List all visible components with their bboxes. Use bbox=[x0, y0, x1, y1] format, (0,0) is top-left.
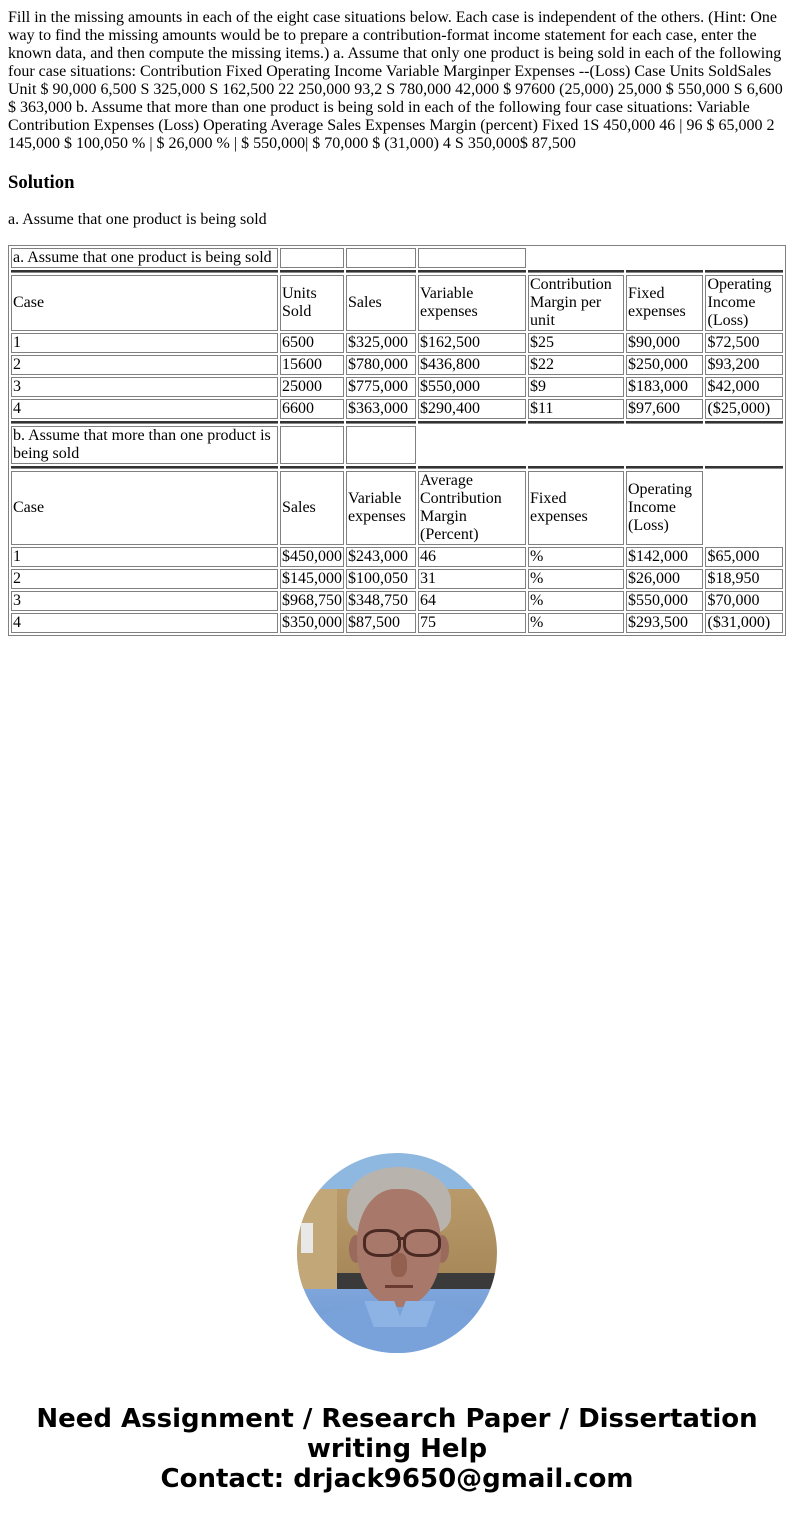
cell: $9 bbox=[528, 377, 624, 397]
cell: $550,000 bbox=[626, 591, 703, 611]
part-b-title-row bbox=[11, 426, 783, 464]
cell: 2 bbox=[11, 569, 278, 589]
cell: $348,750 bbox=[346, 591, 416, 611]
cell: $70,000 bbox=[705, 591, 783, 611]
cell: 75 bbox=[418, 613, 526, 633]
header-sales: Sales bbox=[280, 471, 344, 545]
cell: $183,000 bbox=[626, 377, 703, 397]
separator-row bbox=[11, 270, 783, 273]
cell: $100,050 bbox=[346, 569, 416, 589]
table-row bbox=[11, 399, 783, 419]
table-row bbox=[11, 613, 783, 633]
header-case: Case bbox=[11, 275, 278, 331]
header-variable-expenses: Variable expenses bbox=[346, 471, 416, 545]
cell: $72,500 bbox=[705, 333, 783, 353]
cell: $450,000 bbox=[282, 548, 342, 565]
cell: $65,000 bbox=[705, 547, 783, 567]
solution-table bbox=[8, 245, 786, 636]
banner-line-2: writing Help bbox=[306, 1434, 488, 1464]
cell: $87,500 bbox=[346, 613, 416, 633]
empty-cell bbox=[418, 248, 526, 268]
cell: 2 bbox=[11, 355, 278, 375]
cell: $293,500 bbox=[626, 613, 703, 633]
cell: 4 bbox=[11, 613, 278, 633]
contact-banner bbox=[0, 1404, 794, 1494]
part-a-title: a. Assume that one product is being sold bbox=[11, 248, 278, 268]
cell: $93,200 bbox=[705, 355, 783, 375]
empty-cell bbox=[280, 426, 344, 464]
table-row bbox=[11, 355, 783, 375]
cell: % bbox=[528, 613, 624, 633]
cell: 4 bbox=[11, 399, 278, 419]
separator-row bbox=[11, 421, 783, 424]
separator-row bbox=[11, 466, 783, 469]
empty-space bbox=[418, 426, 783, 464]
header-operating-income: Operating Income (Loss) bbox=[705, 275, 783, 331]
cell: $145,000 bbox=[282, 570, 342, 587]
cell: $775,000 bbox=[346, 377, 416, 397]
table-row bbox=[11, 569, 783, 589]
cell: 31 bbox=[418, 569, 526, 589]
header-variable-expenses: Variable expenses bbox=[418, 275, 526, 331]
cell: ($25,000) bbox=[705, 399, 783, 419]
empty-cell bbox=[346, 248, 416, 268]
cell: $26,000 bbox=[626, 569, 703, 589]
cell: ($31,000) bbox=[705, 613, 783, 633]
solution-heading: Solution bbox=[8, 172, 75, 193]
header-case: Case bbox=[11, 471, 278, 545]
header-contribution-margin: Contribution Margin per unit bbox=[528, 275, 624, 331]
header-avg-contribution-margin: Average Contribution Margin (Percent) bbox=[418, 471, 526, 545]
table-row bbox=[11, 333, 783, 353]
cell: % bbox=[528, 547, 624, 567]
banner-line-1: Need Assignment / Research Paper / Dissertation bbox=[36, 1404, 758, 1434]
table-row bbox=[11, 547, 783, 567]
header-sales: Sales bbox=[346, 275, 416, 331]
cell: $968,750 bbox=[282, 592, 342, 609]
cell: $250,000 bbox=[626, 355, 703, 375]
cell: 46 bbox=[418, 547, 526, 567]
cell: $436,800 bbox=[418, 355, 526, 375]
cell: $142,000 bbox=[626, 547, 703, 567]
part-a-header-row bbox=[11, 275, 783, 331]
cell: 6600 bbox=[280, 399, 344, 419]
part-b-title: b. Assume that more than one product is being sold bbox=[11, 426, 278, 464]
cell: $42,000 bbox=[705, 377, 783, 397]
banner-contact: Contact: drjack9650@gmail.com bbox=[160, 1464, 634, 1494]
cell: % bbox=[528, 591, 624, 611]
header-operating-income: Operating Income (Loss) bbox=[626, 471, 703, 545]
cell: $243,000 bbox=[346, 547, 416, 567]
cell: $162,500 bbox=[418, 333, 526, 353]
cell: 1 bbox=[11, 547, 278, 567]
page-content bbox=[8, 9, 786, 631]
cell: 1 bbox=[11, 333, 278, 353]
cell: $363,000 bbox=[346, 399, 416, 419]
cell: 64 bbox=[418, 591, 526, 611]
empty-space bbox=[528, 248, 783, 268]
cell: $550,000 bbox=[418, 377, 526, 397]
empty-space bbox=[705, 471, 783, 545]
table-row bbox=[11, 377, 783, 397]
part-b-header-row bbox=[11, 471, 783, 545]
header-units-sold: Units Sold bbox=[280, 275, 344, 331]
cell: 25000 bbox=[280, 377, 344, 397]
cell: $11 bbox=[528, 399, 624, 419]
empty-cell bbox=[280, 248, 344, 268]
cell: $25 bbox=[528, 333, 624, 353]
cell: $780,000 bbox=[346, 355, 416, 375]
empty-cell bbox=[346, 426, 416, 464]
part-a-title-row bbox=[11, 248, 783, 268]
solution-intro: a. Assume that one product is being sold bbox=[8, 211, 267, 228]
cell: % bbox=[528, 569, 624, 589]
author-photo bbox=[297, 1153, 497, 1353]
cell: 6500 bbox=[280, 333, 344, 353]
cell: $18,950 bbox=[705, 569, 783, 589]
cell: $325,000 bbox=[346, 333, 416, 353]
question-text: Fill in the missing amounts in each of the eight case situations below. Each case is independent of the others. (Hint: One way to find the missing amounts would be to prepare a contribution-format income statement for each case, enter the known data, and then compute the missing items.) a. Assume that only one product is being sold in each of the following four case situations: Contribution Fixed Operating Income Variable Marginper Expenses --(Loss) Case Units SoldSales Unit $ 90,000 6,500 S 325,000 S 162,500 22 250,000 93,2 S 780,000 42,000 $ 97600 (25,000) 25,000 $ 550,000 S 6,600 $ 363,000 b. Assume that more than one product is being sold in each of the following four case situations: Variable Contribution Expenses (Loss) Operating Average Sales Expenses Margin (percent) Fixed 1S 450,000 46 | 96 $ 65,000 2 145,000 $ 100,050 % | $ 26,000 % | $ 550,000| $ 70,000 $ (31,000) 4 S 350,000$ 87,500 bbox=[8, 9, 783, 152]
cell: $290,400 bbox=[418, 399, 526, 419]
cell: 15600 bbox=[280, 355, 344, 375]
header-fixed-expenses: Fixed expenses bbox=[626, 275, 703, 331]
cell: $350,000 bbox=[282, 614, 342, 631]
cell: $22 bbox=[528, 355, 624, 375]
cell: 3 bbox=[11, 377, 278, 397]
cell: $90,000 bbox=[626, 333, 703, 353]
header-fixed-expenses: Fixed expenses bbox=[528, 471, 624, 545]
table-row bbox=[11, 591, 783, 611]
cell: $97,600 bbox=[626, 399, 703, 419]
cell: 3 bbox=[11, 591, 278, 611]
